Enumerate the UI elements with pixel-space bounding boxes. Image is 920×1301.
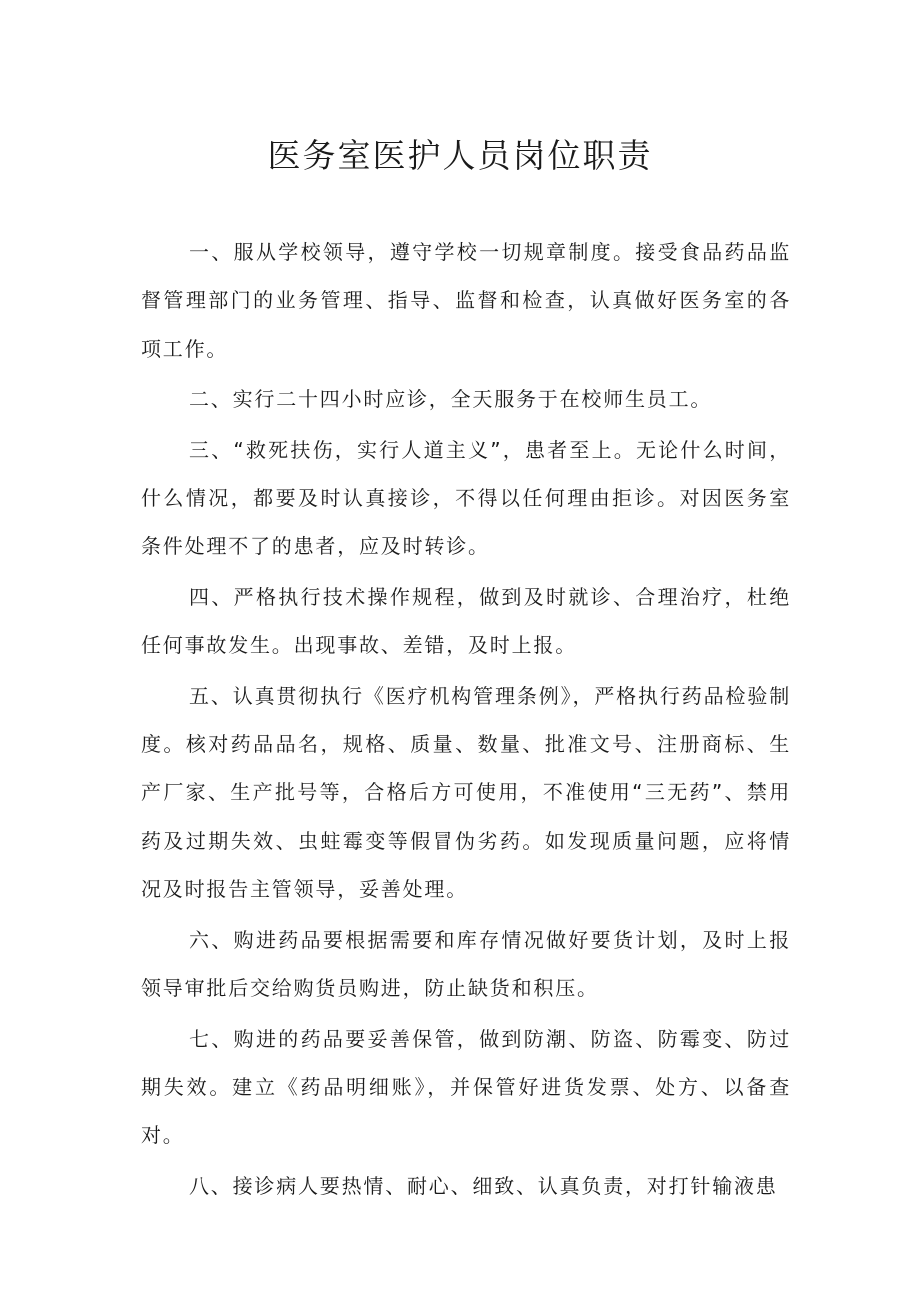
paragraph-7: 七、购进的药品要妥善保管，做到防潮、防盗、防霉变、防过期失效。建立《药品明细账》，并保管好进货发票、处方、以备查对。 [141, 1026, 791, 1148]
paragraph-1: 一、服从学校领导，遵守学校一切规章制度。接受食品药品监督管理部门的业务管理、指导、监督和检查，认真做好医务室的各项工作。 [141, 240, 791, 361]
paragraph-4: 四、严格执行技术操作规程，做到及时就诊、合理治疗，杜绝任何事故发生。出现事故、差错，及时上报。 [141, 584, 791, 658]
document-title: 医务室医护人员岗位职责 [267, 136, 653, 175]
document-body [141, 228, 791, 1212]
paragraph-5: 五、认真贯彻执行《医疗机构管理条例》，严格执行药品检验制度。核对药品品名，规格、质量、数量、批准文号、注册商标、生产厂家、生产批号等，合格后方可使用，不准使用“三无药”、禁用药及过期失效、虫蛀霉变等假冒伪劣药。如发现质量问题，应将情况及时报告主管领导，妥善处理。 [141, 683, 791, 902]
paragraph-2: 二、实行二十四小时应诊，全天服务于在校师生员工。 [189, 387, 713, 412]
paragraph-8: 八、接诊病人要热情、耐心、细致、认真负责，对打针输液患 [189, 1173, 778, 1198]
paragraph-6: 六、购进药品要根据需要和库存情况做好要货计划，及时上报领导审批后交给购货员购进，防止缺货和积压。 [141, 927, 791, 1001]
paragraph-3: 三、“救死扶伤，实行人道主义”，患者至上。无论什么时间，什么情况，都要及时认真接诊，不得以任何理由拒诊。对因医务室条件处理不了的患者，应及时转诊。 [141, 437, 791, 559]
